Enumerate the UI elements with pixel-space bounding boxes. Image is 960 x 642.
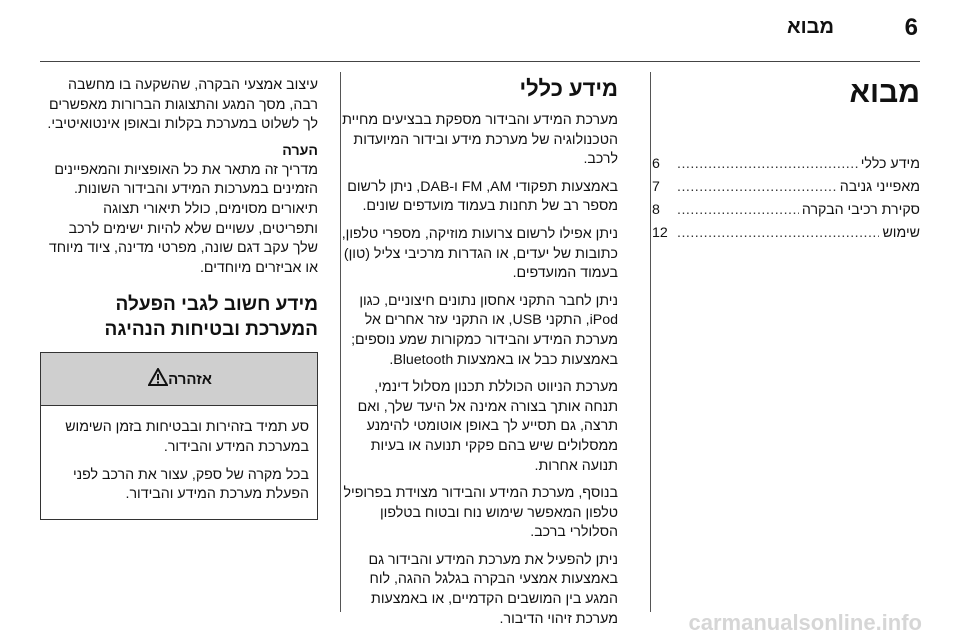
warning-triangle-icon	[148, 368, 168, 390]
toc-page-number: 6	[652, 156, 660, 172]
table-of-contents	[652, 156, 920, 248]
warning-header	[41, 353, 317, 406]
toc-leader-dots	[677, 202, 799, 218]
safety-column	[40, 76, 318, 520]
general-info-column	[340, 76, 618, 637]
toc-leader-dots	[677, 156, 858, 172]
warning-paragraph: בכל מקרה של ספק, עצור את הרכב לפני הפעלת מערכת המידע והבידור.	[72, 466, 309, 503]
body-paragraph: ניתן אפילו לרשום צרועות מוזיקה, מספרי טלפון, כתובות של יעדים, או הגדרות מרכיבי צליל (טון) בעמוד המועדפים.	[341, 225, 618, 282]
body-paragraph: מערכת המידע והבידור מספקת בבציעים מחיית הטכנולוגיה של מערכת מידע ובידור המיועדות לרכב.	[342, 112, 618, 168]
note-title: הערה	[282, 142, 318, 159]
chapter-column	[652, 76, 920, 248]
warning-box	[40, 352, 318, 519]
page-header	[0, 0, 960, 62]
section-title: מידע כללי	[519, 76, 618, 101]
body-paragraph: ניתן להפעיל את מערכת המידע והבידור גם באמצעות אמצעי הבקרה בגלגל ההגה, לוח המגע בין המושבים הקדמיים, או באמצעות מערכת זיהוי הדיבור.	[368, 551, 618, 627]
warning-title: אזהרה	[168, 370, 212, 388]
toc-entry-anti-theft[interactable]	[652, 179, 920, 202]
watermark: carmanualsonline.info	[688, 610, 922, 635]
header-rule	[40, 61, 920, 62]
page-number: 6	[904, 14, 918, 41]
toc-entry-controls-overview[interactable]	[652, 202, 920, 225]
toc-entry-usage[interactable]	[652, 225, 920, 248]
section-title: מידע חשוב לגבי הפעלה המערכת ובטיחות הנהיגה	[104, 294, 318, 341]
column-divider	[650, 72, 651, 612]
warning-paragraph: סע תמיד בזהירות ובבטיחות בזמן השימוש במערכת המידע והבידור.	[65, 419, 309, 455]
body-paragraph: מערכת הניווט הכוללת תכנון מסלול דינמי, תנחה אותך בצורה אמינה אל היעד שלך, ואם תרצה, גם תסייע לך באופן אוטומטי להימנע ממסלולים שיש בהם פקקי תנועה או בעיות תנועה אחרות.	[357, 379, 618, 474]
toc-page-number: 8	[652, 202, 660, 218]
body-paragraph: בנוסף, מערכת המידע והבידור מצוידת בפרופיל טלפון המאפשר שימוש נוח ובטוח בטלפון הסלולרי ברכב.	[343, 485, 618, 541]
toc-label: סקירת רכיבי הבקרה	[801, 202, 920, 218]
running-title: מבוא	[786, 16, 834, 38]
toc-page-number: 12	[652, 225, 668, 241]
body-paragraph: באמצעות תפקודי FM ,AM ו-DAB, ניתן לרשום מספר רב של תחנות בעמוד מועדפים שונים.	[347, 178, 618, 215]
toc-page-number: 7	[652, 179, 660, 195]
toc-label: שימוש	[882, 225, 920, 241]
note-text: מדריך זה מתאר את כל האופציות והמאפיינים הזמינים במערכות המידע והבידור השונות. תיאורים מסוימים, כולל תיאורי תצוגה ותפריטים, עשויים שלא להיות ישימים לרכב שלך עקב דגם שונה, מפרטי מדינה, ציוד מיוחד או אביזרים מיוחדים.	[48, 161, 318, 276]
toc-label: מאפייני גניבה	[839, 179, 920, 195]
toc-leader-dots	[677, 225, 879, 241]
toc-label: מידע כללי	[860, 156, 920, 172]
chapter-title: מבוא	[849, 76, 920, 109]
toc-entry-general-info[interactable]	[652, 156, 920, 179]
body-paragraph: עיצוב אמצעי הבקרה, שהשקעה בו מחשבה רבה, מסך המגע והתצוגות הברורות מאפשרים לך לשלוט במערכת בקלות ובאופן אינטואיטיבי.	[47, 77, 318, 133]
warning-body	[41, 406, 317, 518]
toc-leader-dots	[677, 179, 837, 195]
body-paragraph: ניתן לחבר התקני אחסון נתונים חיצוניים, כגון iPod, התקני USB, או התקני עזר אחרים אל מערכת המידע והבידור כמקורות שמע נוספים; באמצעות כבל או באמצעות Bluetooth.	[351, 292, 618, 368]
